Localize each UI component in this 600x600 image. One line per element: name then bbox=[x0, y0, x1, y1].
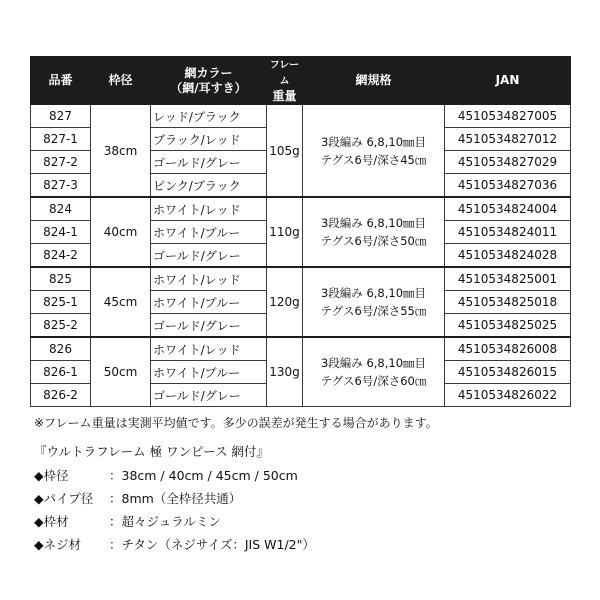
table-header-row bbox=[31, 57, 571, 105]
jan-code-cell: 4510534824011 bbox=[445, 221, 571, 244]
spec-row-frame-size bbox=[34, 466, 315, 489]
net-spec-line1: 3段編み 6,8,10㎜目 bbox=[320, 134, 427, 149]
jan-code-cell: 4510534825025 bbox=[445, 314, 571, 338]
jan-code-cell: 4510534827036 bbox=[445, 174, 571, 198]
net-color-cell: レッド/ブラック bbox=[151, 105, 267, 128]
weight-note: ※フレーム重量は実測平均値です。多少の誤差が発生する場合があります。 bbox=[34, 416, 438, 430]
net-color-cell: ピンク/ブラック bbox=[151, 174, 267, 198]
spec-label: ◆ネジ材 bbox=[34, 537, 82, 552]
spec-value: ：チタン（ネジサイズ：JIS W1/2"） bbox=[109, 537, 315, 552]
header-frame: 枠径 bbox=[91, 57, 151, 105]
jan-code-cell: 4510534826022 bbox=[445, 384, 571, 407]
jan-code-cell: 4510534825018 bbox=[445, 291, 571, 314]
spec-row-frame-material bbox=[34, 512, 315, 535]
net-color-cell: ホワイト/レッド bbox=[151, 267, 267, 291]
net-spec-line1: 3段編み 6,8,10㎜目 bbox=[320, 356, 427, 370]
header-code: 品番 bbox=[31, 57, 91, 105]
spec-row-screw-material bbox=[34, 535, 315, 558]
header-weight-line2: 重量 bbox=[272, 89, 297, 103]
jan-code-cell: 4510534826015 bbox=[445, 361, 571, 384]
net-color-cell: ゴールド/グレー bbox=[151, 384, 267, 407]
net-color-cell: ホワイト/ブルー bbox=[151, 361, 267, 384]
net-spec-cell bbox=[303, 197, 445, 267]
net-color-cell: ブラック/レッド bbox=[151, 128, 267, 151]
frame-weight-cell: 110g bbox=[267, 197, 303, 267]
table-row bbox=[31, 197, 571, 221]
net-spec-line1: 3段編み 6,8,10㎜目 bbox=[320, 216, 427, 230]
net-color-cell: ホワイト/レッド bbox=[151, 337, 267, 361]
spec-value: ：超々ジュラルミン bbox=[109, 514, 221, 529]
frame-size-cell: 45cm bbox=[91, 267, 151, 337]
product-code-cell: 827-2 bbox=[31, 151, 91, 174]
spec-label: ◆枠材 bbox=[34, 514, 69, 529]
spec-list bbox=[34, 466, 315, 558]
header-weight-line1: フレーム bbox=[269, 60, 300, 87]
frame-weight-cell: 130g bbox=[267, 337, 303, 407]
product-code-cell: 824-2 bbox=[31, 244, 91, 268]
jan-code-cell: 4510534824004 bbox=[445, 197, 571, 221]
frame-weight-cell: 105g bbox=[267, 105, 303, 198]
frame-size-cell: 50cm bbox=[91, 337, 151, 407]
product-code-cell: 825-2 bbox=[31, 314, 91, 338]
product-code-cell: 826-1 bbox=[31, 361, 91, 384]
net-color-cell: ゴールド/グレー bbox=[151, 244, 267, 268]
product-code-cell: 824 bbox=[31, 197, 91, 221]
table-body bbox=[31, 105, 571, 407]
header-jan: JAN bbox=[445, 57, 571, 105]
net-spec-line2: テグス6号/深さ45㎝ bbox=[320, 152, 427, 167]
table-row bbox=[31, 105, 571, 128]
jan-code-cell: 4510534827005 bbox=[445, 105, 571, 128]
net-spec-line2: テグス6号/深さ55㎝ bbox=[320, 304, 427, 318]
net-spec-line1: 3段編み 6,8,10㎜目 bbox=[320, 286, 427, 300]
spec-label: ◆パイプ径 bbox=[34, 491, 94, 506]
net-spec-line2: テグス6号/深さ60㎝ bbox=[320, 374, 427, 388]
header-color bbox=[151, 57, 267, 105]
header-color-line2: （網/耳すき） bbox=[170, 80, 247, 95]
table-row bbox=[31, 337, 571, 361]
header-mesh: 網規格 bbox=[303, 57, 445, 105]
net-color-cell: ホワイト/レッド bbox=[151, 197, 267, 221]
product-title: 『ウルトラフレーム 極 ワンピース 網付』 bbox=[34, 444, 269, 459]
frame-size-cell: 40cm bbox=[91, 197, 151, 267]
header-weight bbox=[267, 57, 303, 105]
frame-weight-cell: 120g bbox=[267, 267, 303, 337]
net-color-cell: ホワイト/ブルー bbox=[151, 221, 267, 244]
net-spec-cell bbox=[303, 337, 445, 407]
jan-code-cell: 4510534827029 bbox=[445, 151, 571, 174]
net-color-cell: ゴールド/グレー bbox=[151, 314, 267, 338]
spec-label: ◆枠径 bbox=[34, 468, 69, 483]
net-spec-line2: テグス6号/深さ50㎝ bbox=[320, 234, 427, 248]
product-code-cell: 825-1 bbox=[31, 291, 91, 314]
frame-size-cell: 38cm bbox=[91, 105, 151, 198]
net-color-cell: ゴールド/グレー bbox=[151, 151, 267, 174]
table-row bbox=[31, 267, 571, 291]
product-code-cell: 827-3 bbox=[31, 174, 91, 198]
net-color-cell: ホワイト/ブルー bbox=[151, 291, 267, 314]
net-spec-cell bbox=[303, 267, 445, 337]
product-code-cell: 824-1 bbox=[31, 221, 91, 244]
spec-value: ：38cm / 40cm / 45cm / 50cm bbox=[109, 468, 298, 483]
product-code-cell: 826 bbox=[31, 337, 91, 361]
spec-row-pipe-diameter bbox=[34, 489, 315, 512]
product-code-cell: 826-2 bbox=[31, 384, 91, 407]
header-color-line1: 網カラー bbox=[184, 65, 233, 80]
product-code-cell: 827 bbox=[31, 105, 91, 128]
product-code-cell: 825 bbox=[31, 267, 91, 291]
spec-value: ：8mm（全枠径共通） bbox=[109, 491, 242, 506]
product-code-cell: 827-1 bbox=[31, 128, 91, 151]
jan-code-cell: 4510534827012 bbox=[445, 128, 571, 151]
spec-table bbox=[30, 56, 571, 407]
jan-code-cell: 4510534825001 bbox=[445, 267, 571, 291]
net-spec-cell bbox=[303, 105, 445, 198]
jan-code-cell: 4510534826008 bbox=[445, 337, 571, 361]
jan-code-cell: 4510534824028 bbox=[445, 244, 571, 268]
